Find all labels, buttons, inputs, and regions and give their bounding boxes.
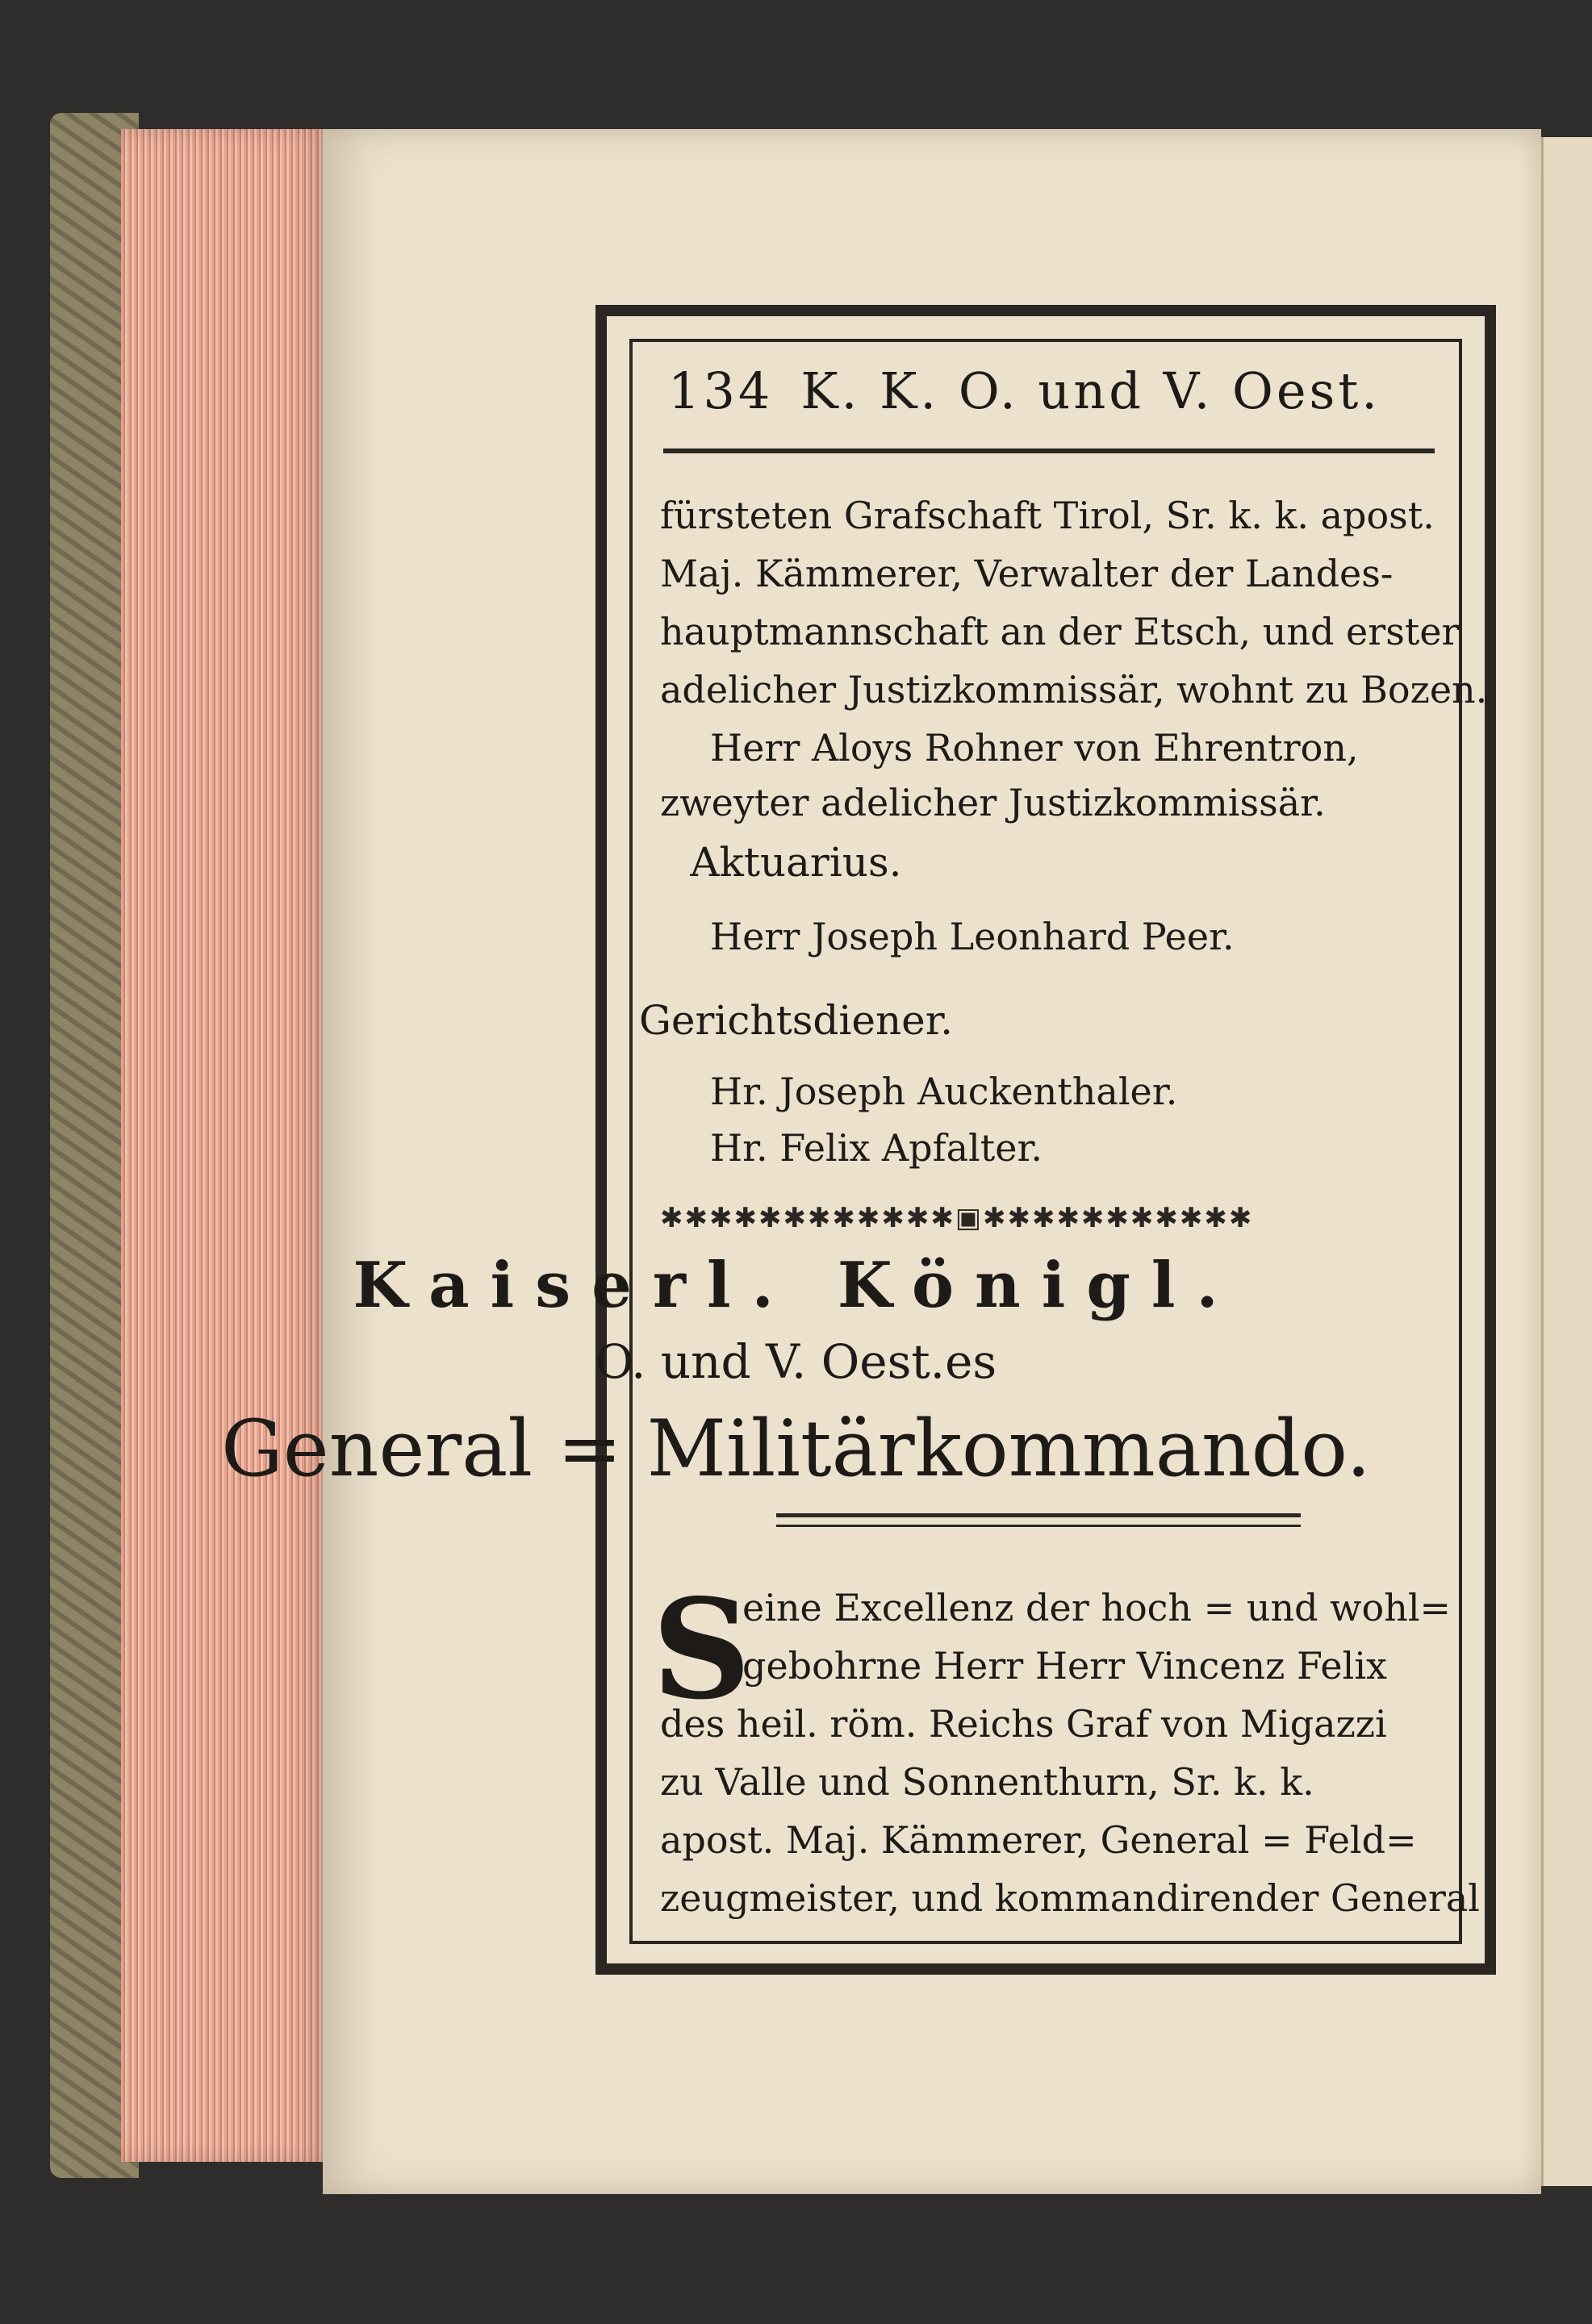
- next-page-edge: [1541, 137, 1592, 2186]
- text-line: fürsteten Grafschaft Tirol, Sr. k. k. apost.: [660, 494, 1435, 537]
- page-edges: [121, 129, 331, 2162]
- text-line: Herr Aloys Rohner von Ehrentron,: [710, 726, 1359, 770]
- title-rule-top: [776, 1513, 1301, 1517]
- section-title-line3: General = Militärkommando.: [221, 1404, 1371, 1494]
- header-rule: [663, 449, 1435, 453]
- running-title: K. K. O. und V. Oest.: [800, 361, 1381, 420]
- aktuarius-name: Herr Joseph Leonhard Peer.: [710, 915, 1235, 958]
- gerichtsdiener-heading: Gerichtsdiener.: [638, 997, 954, 1044]
- title-rule-bottom: [776, 1525, 1301, 1527]
- page-number: 134: [668, 361, 774, 420]
- ornament-divider: ✱✱✱✱✱✱✱✱✱✱✱✱▣✱✱✱✱✱✱✱✱✱✱✱: [660, 1202, 1254, 1234]
- text-line: Maj. Kämmerer, Verwalter der Landes-: [660, 552, 1394, 595]
- paragraph-line: apost. Maj. Kämmerer, General = Feld=: [660, 1818, 1417, 1862]
- paragraph-line: des heil. röm. Reichs Graf von Migazzi: [660, 1702, 1387, 1746]
- section-title-line2: O. und V. Oest.es: [595, 1334, 997, 1389]
- text-line: zweyter adelicher Justizkommissär.: [660, 781, 1326, 824]
- paragraph-line: zeugmeister, und kommandirender General: [660, 1876, 1480, 1920]
- paragraph-line: eine Excellenz der hoch = und wohl=: [742, 1586, 1452, 1629]
- running-header: [668, 361, 1381, 420]
- section-title-line1: Kaiserl. Königl.: [353, 1249, 1239, 1322]
- text-line: adelicher Justizkommissär, wohnt zu Bozen.: [660, 668, 1488, 711]
- text-line: hauptmannschaft an der Etsch, und erster: [660, 610, 1460, 653]
- gerichtsdiener-name: Hr. Joseph Auckenthaler.: [710, 1070, 1178, 1113]
- drop-cap: S: [652, 1569, 751, 1730]
- paragraph-line: gebohrne Herr Herr Vincenz Felix: [742, 1644, 1387, 1688]
- gerichtsdiener-name: Hr. Felix Apfalter.: [710, 1126, 1043, 1170]
- aktuarius-heading: Aktuarius.: [690, 839, 902, 886]
- paragraph-line: zu Valle und Sonnenthurn, Sr. k. k.: [660, 1760, 1314, 1804]
